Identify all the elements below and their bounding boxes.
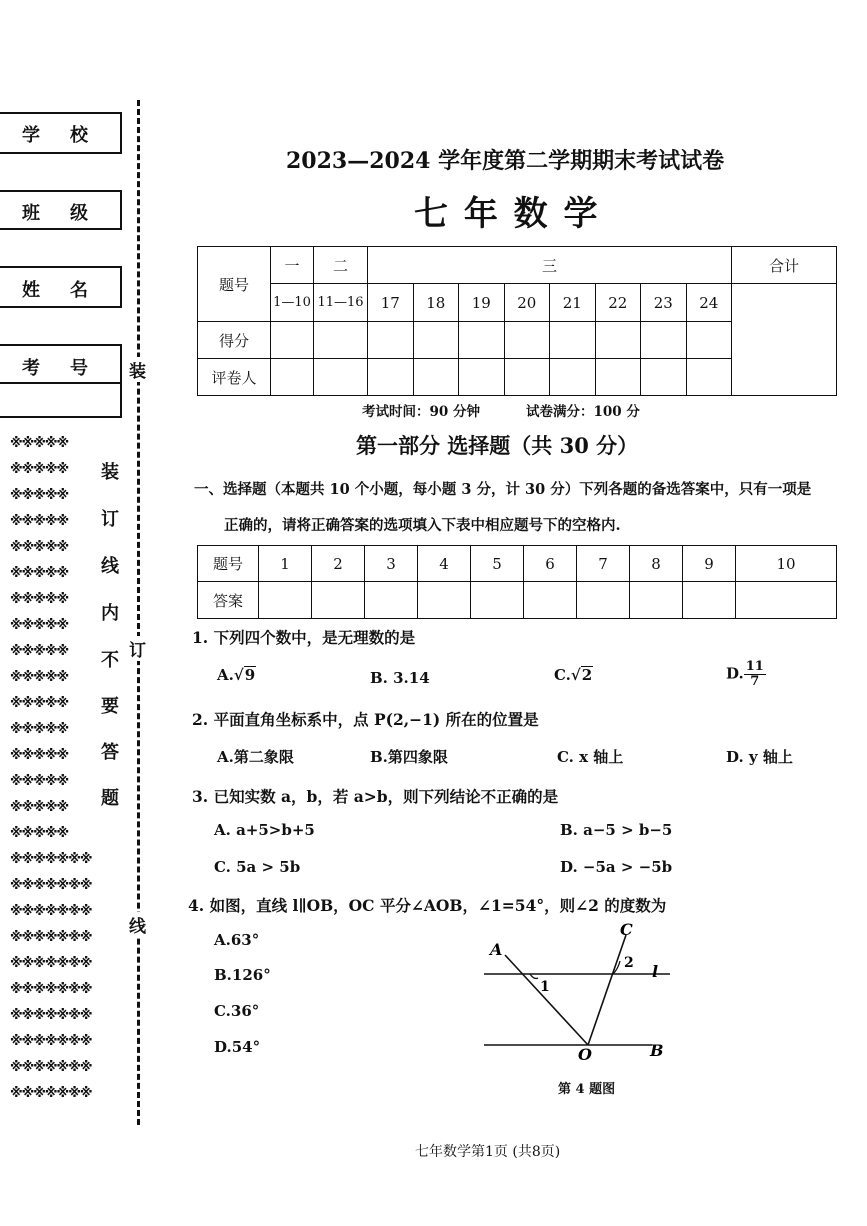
q1-d-fraction: [744, 660, 766, 689]
info-border: [120, 190, 122, 228]
q1-a-prefix: A.: [217, 666, 234, 684]
grader-row-label: 评卷人: [198, 359, 271, 396]
pattern-row: ※※※※※※※: [10, 1034, 92, 1049]
question-4: 4. 如图，直线 l∥OB，OC 平分∠AOB，∠1=54°，则∠2 的度数为: [188, 896, 667, 915]
pattern-row: ※※※※※※※: [10, 1086, 92, 1101]
answer-col: 6: [524, 546, 577, 582]
grader-cell[interactable]: [459, 359, 505, 396]
label-a: A: [490, 940, 503, 959]
q1-d-prefix: D.: [726, 664, 744, 683]
score-col: 1—10: [271, 284, 314, 322]
pattern-row: ※※※※※: [10, 618, 69, 633]
warning-char: 要: [101, 696, 119, 717]
q4-option-a: A.63°: [214, 931, 260, 949]
info-border: [120, 344, 122, 416]
pattern-row: ※※※※※: [10, 670, 69, 685]
label-o: O: [578, 1045, 592, 1064]
grader-cell[interactable]: [271, 359, 314, 396]
score-cell[interactable]: [368, 322, 414, 359]
answer-cell[interactable]: [524, 582, 577, 619]
q1-option-c: [554, 666, 593, 684]
cut-char: 订: [129, 636, 146, 661]
binding-cut-line: [137, 100, 140, 1125]
answer-col: 4: [418, 546, 471, 582]
q2-option-a: A.第二象限: [217, 748, 294, 766]
warning-char: 订: [101, 509, 119, 530]
warning-char: 装: [101, 462, 119, 483]
pattern-row: ※※※※※※※: [10, 1008, 92, 1023]
warning-char: 内: [101, 603, 119, 624]
q4-option-d: D.54°: [214, 1038, 261, 1056]
score-col: 24: [686, 284, 732, 322]
exam-full-score: 试卷满分：100 分: [526, 404, 640, 420]
answer-cell[interactable]: [365, 582, 418, 619]
score-cell[interactable]: [413, 322, 459, 359]
score-cell[interactable]: [550, 322, 596, 359]
q2-option-d: D. y 轴上: [726, 748, 793, 766]
grader-cell[interactable]: [686, 359, 732, 396]
answer-table: [197, 545, 837, 619]
pattern-row: ※※※※※: [10, 800, 69, 815]
name-field[interactable]: [0, 308, 118, 342]
ray-oa: [505, 955, 588, 1045]
pattern-row: ※※※※※: [10, 488, 69, 503]
label-b: B: [650, 1041, 664, 1060]
name-label: 姓名: [22, 280, 118, 301]
answer-cell[interactable]: [577, 582, 630, 619]
score-cell[interactable]: [641, 322, 687, 359]
answer-cell[interactable]: [736, 582, 837, 619]
grader-cell[interactable]: [368, 359, 414, 396]
q3-option-a: A. a+5>b+5: [214, 821, 315, 839]
q4-figure: [470, 915, 700, 1075]
pattern-row: ※※※※※: [10, 774, 69, 789]
total-cell[interactable]: [732, 284, 837, 396]
answer-col: 2: [312, 546, 365, 582]
grader-cell[interactable]: [641, 359, 687, 396]
q1-option-d: [726, 660, 766, 689]
answer-col: 8: [630, 546, 683, 582]
score-col: 22: [595, 284, 641, 322]
pattern-row: ※※※※※: [10, 462, 69, 477]
answer-col: 1: [259, 546, 312, 582]
school-label: 学校: [22, 125, 118, 146]
score-cell[interactable]: [459, 322, 505, 359]
answer-col: 9: [683, 546, 736, 582]
pattern-row: ※※※※※: [10, 566, 69, 581]
fraction-numerator: 11: [745, 659, 764, 674]
pattern-row: ※※※※※: [10, 826, 69, 841]
q1-a-radicand: 9: [244, 666, 256, 684]
score-col: 17: [368, 284, 414, 322]
exam-number-field[interactable]: [0, 384, 118, 414]
part1-instructions: 一、选择题（本题共 10 个小题，每小题 3 分，计 30 分）下列各题的备选答案中，只有一项是: [194, 481, 812, 498]
grader-cell[interactable]: [550, 359, 596, 396]
total-header: 合计: [732, 247, 837, 284]
pattern-row: ※※※※※: [10, 540, 69, 555]
fraction-denominator: 7: [750, 674, 760, 689]
score-cell[interactable]: [686, 322, 732, 359]
score-cell[interactable]: [504, 322, 550, 359]
q3-option-c: C. 5a > 5b: [214, 858, 301, 876]
score-col: 21: [550, 284, 596, 322]
class-label: 班级: [22, 203, 118, 224]
pattern-row: ※※※※※: [10, 748, 69, 763]
q1-c-radicand: 2: [581, 666, 593, 684]
figure-caption: 第 4 题图: [558, 1082, 616, 1097]
q2-option-b: B.第四象限: [370, 748, 448, 766]
cut-char: 装: [129, 357, 146, 382]
label-l: l: [652, 962, 659, 981]
pattern-row: ※※※※※: [10, 644, 69, 659]
q3-option-d: D. −5a > −5b: [560, 858, 673, 876]
score-table: [197, 246, 837, 396]
pattern-row: ※※※※※※※: [10, 982, 92, 997]
warning-char: 题: [101, 788, 119, 809]
section-3-header: 三: [368, 247, 732, 284]
score-col: 19: [459, 284, 505, 322]
pattern-row: ※※※※※※※: [10, 930, 92, 945]
pattern-row: ※※※※※: [10, 592, 69, 607]
cut-char: 线: [129, 912, 146, 937]
exam-number-label: 考号: [22, 358, 118, 379]
answer-cell[interactable]: [259, 582, 312, 619]
exam-title: 2023—2024 学年度第二学期期末考试试卷: [286, 148, 725, 174]
subject-title: 七 年 数 学: [414, 194, 600, 234]
warning-char: 线: [101, 556, 119, 577]
answer-col: 3: [365, 546, 418, 582]
score-col: 18: [413, 284, 459, 322]
q1-option-b: B. 3.14: [370, 669, 430, 687]
answer-col: 5: [471, 546, 524, 582]
answer-col: 7: [577, 546, 630, 582]
sqrt-sign: √: [233, 666, 244, 684]
score-col: 11—16: [314, 284, 368, 322]
label-angle-2: 2: [624, 955, 634, 971]
school-field[interactable]: [0, 154, 118, 188]
grader-cell[interactable]: [504, 359, 550, 396]
pattern-row: ※※※※※※※: [10, 1060, 92, 1075]
info-line: [0, 416, 122, 418]
answer-cell[interactable]: [683, 582, 736, 619]
info-line: [0, 190, 122, 192]
answer-cell[interactable]: [418, 582, 471, 619]
answer-cell[interactable]: [312, 582, 365, 619]
question-3: 3. 已知实数 a，b，若 a>b，则下列结论不正确的是: [192, 787, 559, 806]
part1-title: 第一部分 选择题（共 30 分）: [356, 433, 639, 458]
pattern-row: ※※※※※※※: [10, 956, 92, 971]
answer-cell[interactable]: [630, 582, 683, 619]
pattern-row: ※※※※※※※: [10, 852, 92, 867]
grader-cell[interactable]: [314, 359, 368, 396]
score-cell[interactable]: [595, 322, 641, 359]
pattern-row: ※※※※※: [10, 722, 69, 737]
warning-char: 不: [101, 650, 119, 671]
score-col: 23: [641, 284, 687, 322]
q1-option-a: [217, 666, 256, 684]
exam-time: 考试时间：90 分钟: [362, 404, 480, 420]
pattern-row: ※※※※※: [10, 436, 69, 451]
score-row-label: 得分: [198, 322, 271, 359]
warning-char: 答: [101, 742, 119, 763]
q4-option-c: C.36°: [214, 1002, 260, 1020]
grader-cell[interactable]: [595, 359, 641, 396]
q3-option-b: B. a−5 > b−5: [560, 821, 673, 839]
answer-cell[interactable]: [471, 582, 524, 619]
part1-instructions-cont: 正确的，请将正确答案的选项填入下表中相应题号下的空格内.: [224, 517, 621, 534]
grader-cell[interactable]: [413, 359, 459, 396]
label-c: C: [620, 920, 633, 939]
score-col: 20: [504, 284, 550, 322]
score-cell[interactable]: [314, 322, 368, 359]
answer-row-label-a: 答案: [198, 582, 259, 619]
info-border: [120, 266, 122, 306]
score-row-label-q: 题号: [198, 247, 271, 322]
section-2-header: 二: [314, 247, 368, 284]
page-footer: 七年数学第1页 (共8页): [415, 1144, 561, 1160]
info-line: [0, 344, 122, 346]
sqrt-sign: √: [570, 666, 581, 684]
info-line: [0, 112, 122, 114]
pattern-row: ※※※※※※※: [10, 904, 92, 919]
score-cell[interactable]: [271, 322, 314, 359]
label-angle-1: 1: [540, 979, 550, 995]
info-line: [0, 266, 122, 268]
section-1-header: 一: [271, 247, 314, 284]
question-2: 2. 平面直角坐标系中，点 P(2,−1) 所在的位置是: [192, 710, 539, 729]
q1-c-prefix: C.: [554, 666, 571, 684]
info-border: [120, 112, 122, 152]
q2-option-c: C. x 轴上: [557, 748, 624, 766]
pattern-row: ※※※※※: [10, 514, 69, 529]
answer-col: 10: [736, 546, 837, 582]
ray-oc: [588, 935, 626, 1045]
question-1: 1. 下列四个数中，是无理数的是: [192, 628, 416, 647]
class-field[interactable]: [0, 230, 118, 264]
pattern-row: ※※※※※: [10, 696, 69, 711]
answer-row-label-q: 题号: [198, 546, 259, 582]
pattern-row: ※※※※※※※: [10, 878, 92, 893]
q4-option-b: B.126°: [214, 966, 271, 984]
